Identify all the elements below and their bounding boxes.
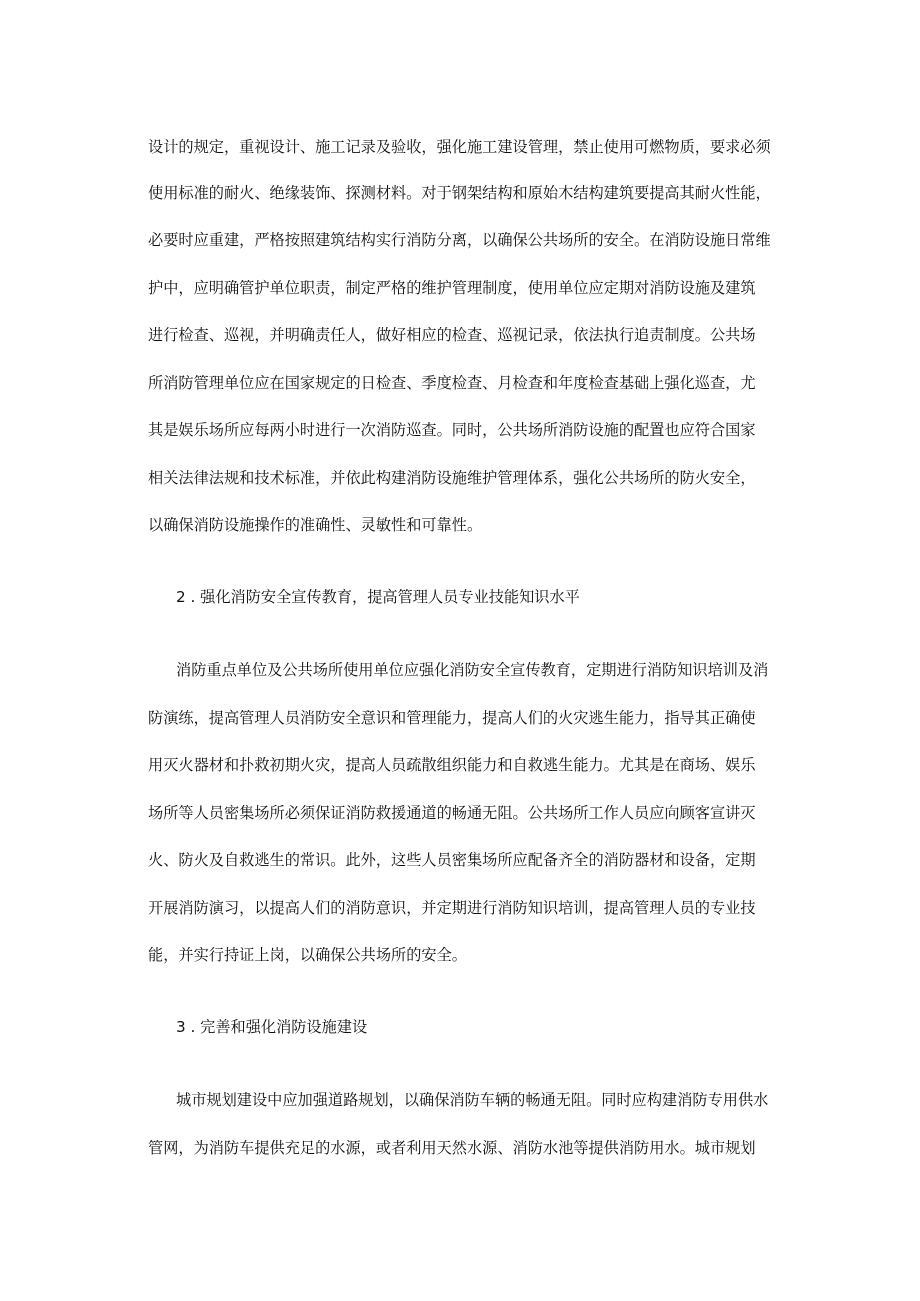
paragraph-1-line-1: 设计的规定，重视设计、施工记录及验收，强化施工建设管理，禁止使用可燃物质，要求必须 — [148, 138, 771, 156]
paragraph-1-line-8: 相关法律法规和技术标准，并依此构建消防设施维护管理体系，强化公共场所的防火安全， — [148, 469, 756, 487]
paragraph-1-line-5: 进行检查、巡视，并明确责任人，做好相应的检查、巡视记录，依法执行追责制度。公共场 — [148, 326, 756, 344]
paragraph-2-line-3: 用灭火器材和扑救初期火灾，提高人员疏散组织能力和自救逃生能力。尤其是在商场、娱乐 — [148, 756, 756, 774]
paragraph-1-line-7: 其是娱乐场所应每两小时进行一次消防巡查。同时，公共场所消防设施的配置也应符合国家 — [148, 421, 756, 439]
section-3-heading: 3 . 完善和强化消防设施建设 — [176, 1018, 368, 1036]
section-2-heading: 2 . 强化消防安全宣传教育，提高管理人员专业技能知识水平 — [176, 588, 580, 606]
paragraph-2-line-4: 场所等人员密集场所必须保证消防救援通道的畅通无阻。公共场所工作人员应向顾客宣讲灭 — [148, 804, 756, 822]
paragraph-1-line-4: 护中，应明确管护单位职责，制定严格的维护管理制度，使用单位应定期对消防设施及建筑 — [148, 279, 756, 297]
paragraph-2-line-5: 火、防火及自救逃生的常识。此外，这些人员密集场所应配备齐全的消防器材和设备，定期 — [148, 851, 756, 869]
paragraph-2-line-1: 消防重点单位及公共场所使用单位应强化消防安全宣传教育，定期进行消防知识培训及消 — [176, 661, 769, 679]
paragraph-2-line-2: 防演练，提高管理人员消防安全意识和管理能力，提高人们的火灾逃生能力，指导其正确使 — [148, 709, 756, 727]
paragraph-3-line-2: 管网，为消防车提供充足的水源，或者利用天然水源、消防水池等提供消防用水。城市规划 — [148, 1139, 756, 1157]
paragraph-1-line-6: 所消防管理单位应在国家规定的日检查、季度检查、月检查和年度检查基础上强化巡查，尤 — [148, 374, 756, 392]
paragraph-1-line-9: 以确保消防设施操作的准确性、灵敏性和可靠性。 — [148, 516, 483, 534]
paragraph-2-line-6: 开展消防演习，以提高人们的消防意识，并定期进行消防知识培训，提高管理人员的专业技 — [148, 899, 756, 917]
paragraph-1-line-2: 使用标准的耐火、绝缘装饰、探测材料。对于钢架结构和原始木结构建筑要提高其耐火性能， — [148, 184, 771, 202]
paragraph-2-line-7: 能，并实行持证上岗，以确保公共场所的安全。 — [148, 946, 467, 964]
paragraph-1-line-3: 必要时应重建，严格按照建筑结构实行消防分离，以确保公共场所的安全。在消防设施日常维 — [148, 231, 771, 249]
paragraph-3-line-1: 城市规划建设中应加强道路规划，以确保消防车辆的畅通无阻。同时应构建消防专用供水 — [176, 1091, 769, 1109]
